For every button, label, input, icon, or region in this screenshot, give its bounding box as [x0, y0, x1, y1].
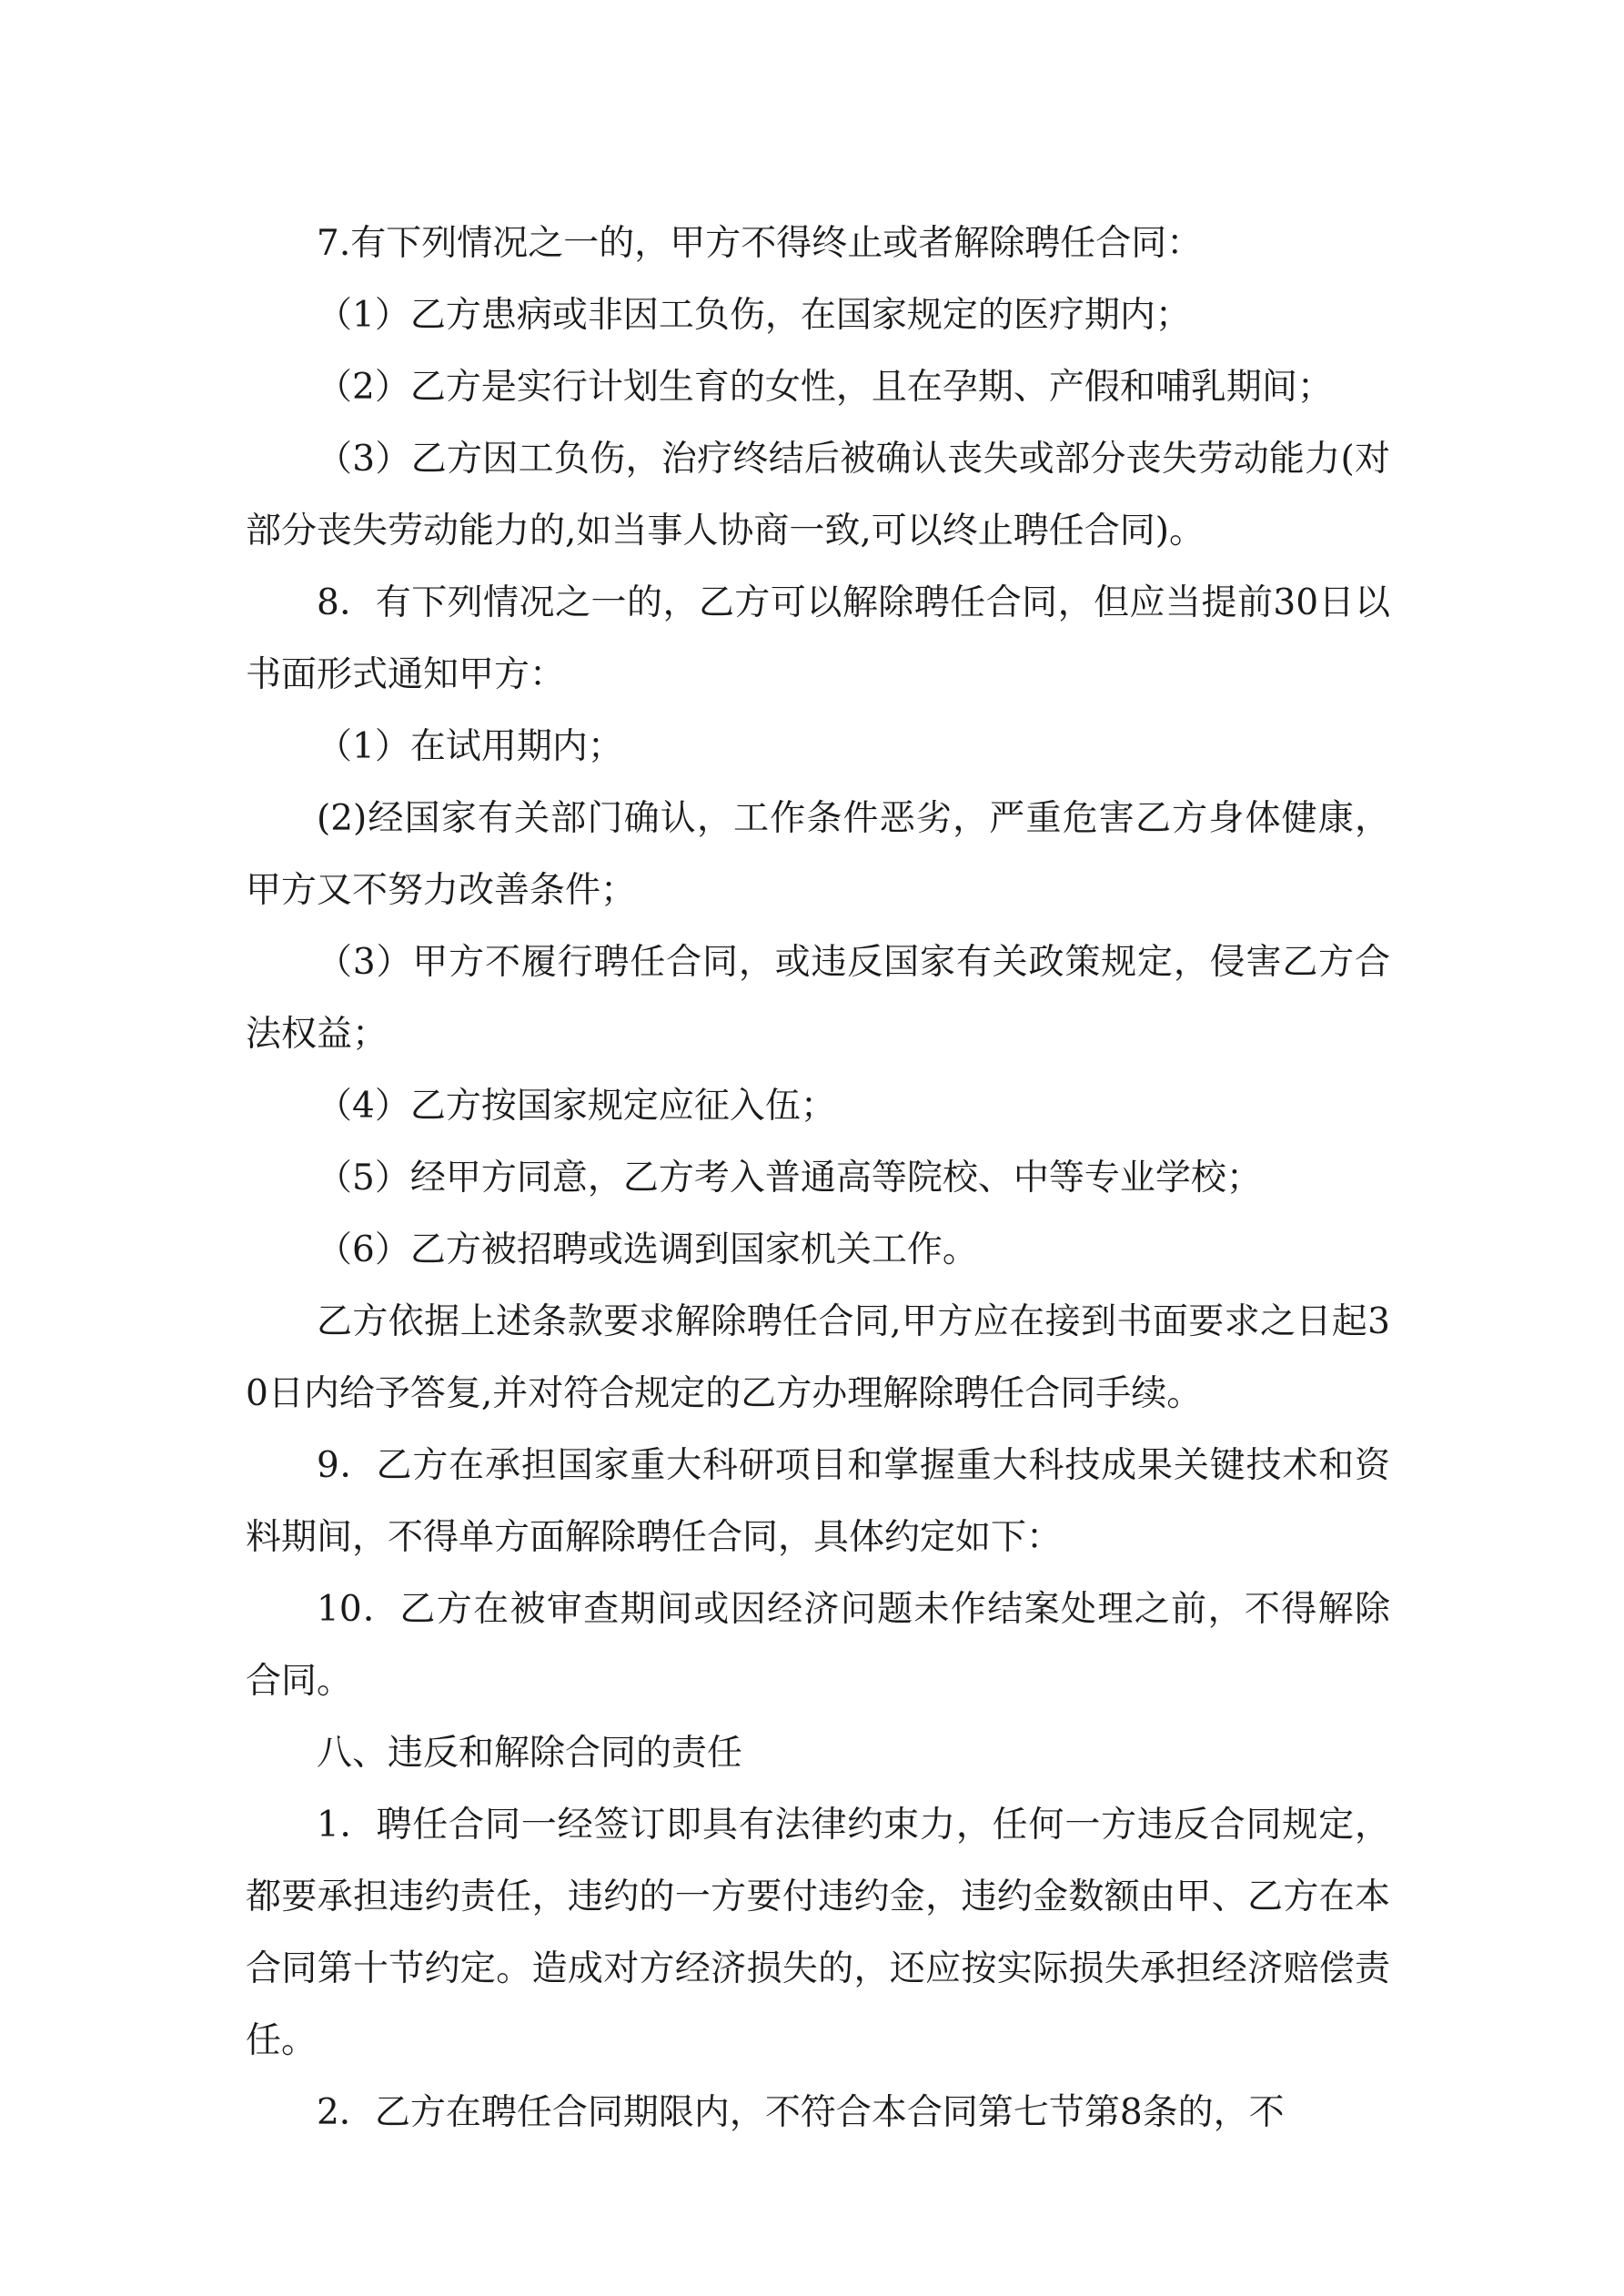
clause-8-item-4: （4）乙方按国家规定应征入伍； — [317, 1086, 836, 1127]
section-8-clause-2: 2．乙方在聘任合同期限内，不符合本合同第七节第8条的，不 — [317, 2092, 1285, 2133]
section-8-heading: 八、违反和解除合同的责任 — [317, 1733, 743, 1774]
clause-10: 10．乙方在被审查期间或因经济问题未作结案处理之前，不得解除合同。 — [246, 1589, 1390, 1702]
clause-8-item-2: (2)经国家有关部门确认，工作条件恶劣，严重危害乙方身体健康，甲方又不努力改善条件； — [246, 798, 1390, 911]
clause-8-heading: 8．有下列情况之一的，乙方可以解除聘任合同，但应当提前30日以书面形式通知甲方： — [246, 582, 1390, 695]
section-8-clause-1: 1．聘任合同一经签订即具有法律约束力，任何一方违反合同规定，都要承担违约责任，违约的一方要付违约金，违约金数额由甲、乙方在本合同第十节约定。造成对方经济损失的，还应按实际损失承担经济赔偿责任。 — [246, 1805, 1390, 2061]
clause-8-item-3: （3）甲方不履行聘任合同，或违反国家有关政策规定，侵害乙方合法权益； — [246, 942, 1390, 1055]
document-body — [246, 207, 1390, 2149]
clause-8-note: 乙方依据上述条款要求解除聘任合同,甲方应在接到书面要求之日起30日内给予答复,并对符合规定的乙方办理解除聘任合同手续。 — [246, 1301, 1390, 1414]
clause-9: 9．乙方在承担国家重大科研项目和掌握重大科技成果关键技术和资料期间，不得单方面解除聘任合同，具体约定如下： — [246, 1445, 1390, 1558]
clause-7-item-3: （3）乙方因工负伤，治疗终结后被确认丧失或部分丧失劳动能力(对部分丧失劳动能力的,如当事人协商一致,可以终止聘任合同)。 — [246, 439, 1390, 551]
clause-7-item-1: （1）乙方患病或非因工负伤，在国家规定的医疗期内； — [317, 295, 1191, 336]
clause-7-heading: 7.有下列情况之一的，甲方不得终止或者解除聘任合同： — [317, 223, 1203, 264]
clause-8-item-6: （6）乙方被招聘或选调到国家机关工作。 — [317, 1229, 978, 1270]
clause-8-item-5: （5）经甲方同意，乙方考入普通高等院校、中等专业学校； — [317, 1158, 1262, 1199]
clause-7-item-2: （2）乙方是实行计划生育的女性，且在孕期、产假和哺乳期间； — [317, 367, 1333, 408]
clause-8-item-1: （1）在试用期内； — [317, 726, 623, 767]
